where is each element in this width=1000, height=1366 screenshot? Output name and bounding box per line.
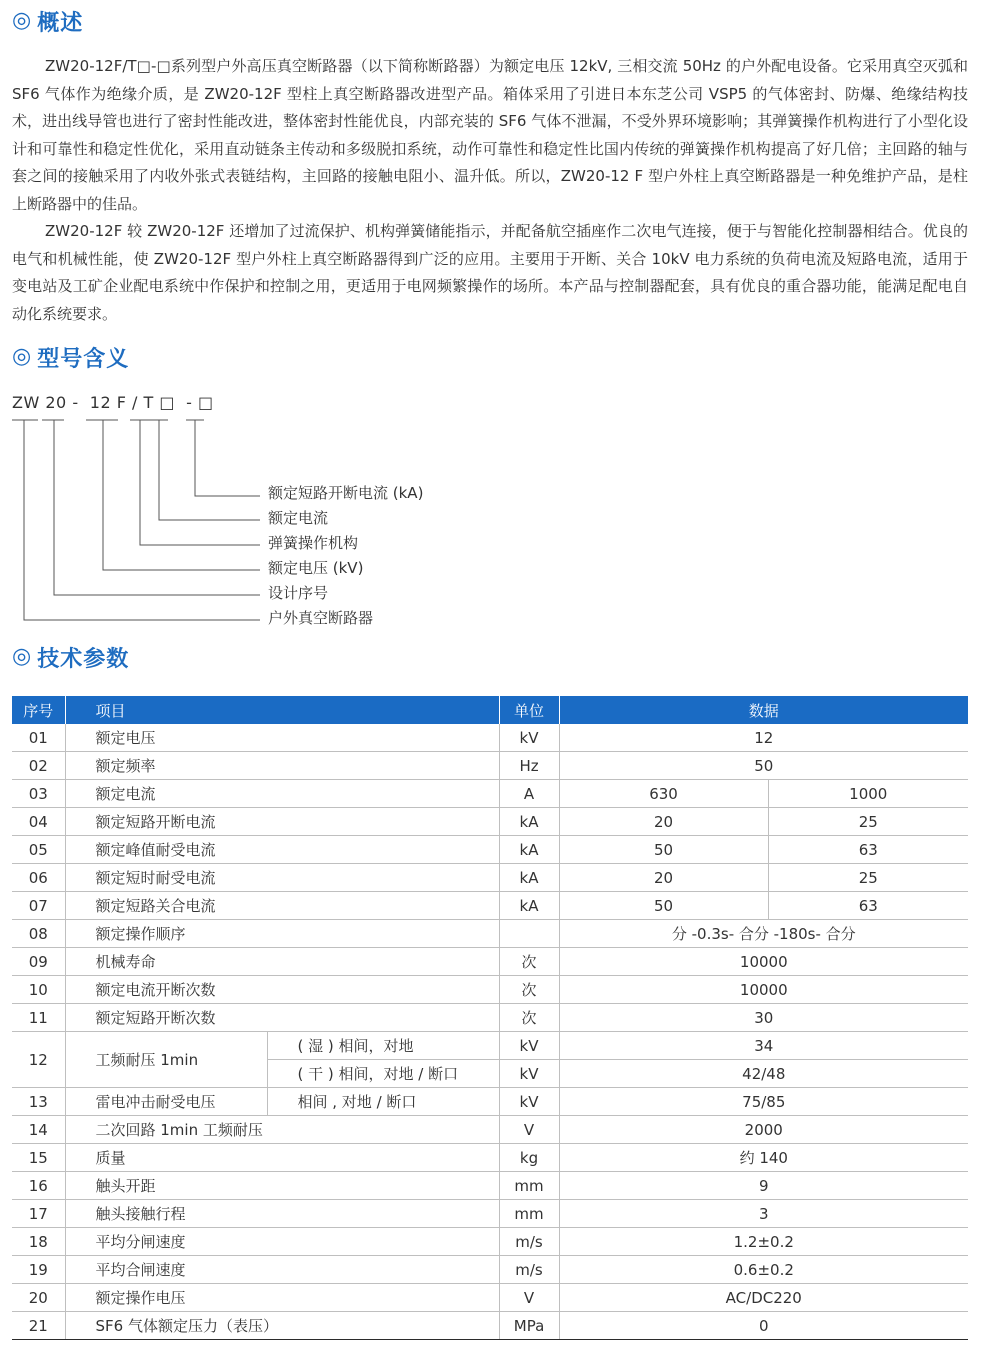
row-no: 16 [12,1172,65,1200]
row-item: 额定短时耐受电流 [65,864,499,892]
row-item: 雷电冲击耐受电压 [65,1088,267,1116]
table-row [12,1116,968,1144]
overview-paragraph-1: ZW20-12F/T□-□系列型户外高压真空断路器（以下简称断路器）为额定电压 12kV, 三相交流 50Hz 的户外配电设备。它采用真空灭弧和 SF6 气体作为绝缘介质，是 ZW20-12F 型柱上真空断路器改进型产品。箱体采用了引进日本东芝公司 VSP5 的气体密封、防爆、绝缘结构技术，进出线导管也进行了密封性能改进，整体密封性能优良，内部充装的 SF6 气体不泄漏，不受外界环境影响；其弹簧操作机构进行了小型化设计和可靠性和稳定性优化，采用直动链条主传动和多级脱扣系统，动作可靠性和稳定性比国内传统的弹簧操作机构提高了好几倍；主回路的轴与套之间的接触采用了内收外张式表链结构，主回路的接触电阻小、温升低。所以，ZW20-12 F 型户外柱上真空断路器是一种免维护产品，是柱上断路器中的佳品。 [12,57,968,213]
header-data: 数据 [559,696,968,724]
row-unit: 次 [499,1004,559,1032]
row-unit: m/s [499,1228,559,1256]
row-item: 平均分闸速度 [65,1228,499,1256]
row-unit: 次 [499,976,559,1004]
row-no: 06 [12,864,65,892]
row-item: 额定操作顺序 [65,920,499,948]
row-item: 平均合闸速度 [65,1256,499,1284]
row-no: 01 [12,724,65,752]
table-row [12,1088,968,1116]
row-item: 额定电流开断次数 [65,976,499,1004]
row-no: 03 [12,780,65,808]
table-row [12,1284,968,1312]
row-subitem-dry: ( 干 ) 相间，对地 / 断口 [267,1060,499,1088]
row-no: 13 [12,1088,65,1116]
row-item: 工频耐压 1min [65,1032,267,1088]
row-data-1000a: 1000 [768,780,968,808]
table-header-row [12,696,968,724]
row-data-630a: 630 [559,780,768,808]
table-row [12,808,968,836]
row-unit: kg [499,1144,559,1172]
table-row [12,1032,968,1060]
row-data-630a: 20 [559,864,768,892]
ring-bullet-icon: ◎ [12,644,32,669]
row-item: SF6 气体额定压力（表压） [65,1312,499,1340]
table-row [12,1228,968,1256]
row-unit: kV [499,1060,559,1088]
row-unit: kA [499,892,559,920]
table-row [12,948,968,976]
row-data: 10000 [559,948,968,976]
header-item: 项目 [65,696,499,724]
model-legend-lines [0,0,1000,640]
row-item: 额定峰值耐受电流 [65,836,499,864]
table-row [12,920,968,948]
row-unit: kV [499,724,559,752]
row-unit [499,920,559,948]
overview-title: 概述 [37,10,84,36]
row-item: 额定频率 [65,752,499,780]
table-row [12,724,968,752]
row-unit: V [499,1284,559,1312]
row-unit: mm [499,1172,559,1200]
row-data-630a: 50 [559,892,768,920]
legend-rated-short-circuit-breaking-current: 额定短路开断电流 (kA) [268,484,424,502]
table-row [12,1256,968,1284]
row-data: 分 -0.3s- 合分 -180s- 合分 [559,920,968,948]
row-no: 21 [12,1312,65,1340]
row-unit: V [499,1116,559,1144]
table-row [12,780,968,808]
row-unit: kA [499,808,559,836]
legend-spring-mechanism: 弹簧操作机构 [268,534,359,552]
row-data: 1.2±0.2 [559,1228,968,1256]
row-no: 18 [12,1228,65,1256]
row-item: 额定操作电压 [65,1284,499,1312]
row-data-1000a: 25 [768,808,968,836]
row-no: 15 [12,1144,65,1172]
row-no: 09 [12,948,65,976]
spec-table [12,696,968,1340]
row-data-1000a: 63 [768,836,968,864]
ring-bullet-icon: ◎ [12,344,32,369]
row-data: 50 [559,752,968,780]
table-row [12,1200,968,1228]
table-row [12,976,968,1004]
row-data: 34 [559,1032,968,1060]
table-row [12,892,968,920]
row-item: 额定短路开断次数 [65,1004,499,1032]
row-no: 05 [12,836,65,864]
row-no: 20 [12,1284,65,1312]
legend-outdoor-vacuum-breaker: 户外真空断路器 [268,609,374,627]
row-data: 12 [559,724,968,752]
table-row [12,752,968,780]
row-data-630a: 20 [559,808,768,836]
row-unit: MPa [499,1312,559,1340]
row-data: 42/48 [559,1060,968,1088]
row-data-1000a: 25 [768,864,968,892]
row-item: 质量 [65,1144,499,1172]
tech-heading [12,642,129,672]
row-no: 07 [12,892,65,920]
row-unit: kA [499,836,559,864]
table-row [12,1144,968,1172]
row-unit: kA [499,864,559,892]
row-data: 10000 [559,976,968,1004]
legend-rated-voltage: 额定电压 (kV) [268,559,364,577]
row-no: 04 [12,808,65,836]
legend-design-number: 设计序号 [268,584,329,602]
row-unit: m/s [499,1256,559,1284]
row-subitem: 相间 , 对地 / 断口 [267,1088,499,1116]
row-no: 14 [12,1116,65,1144]
row-data: AC/DC220 [559,1284,968,1312]
header-no: 序号 [12,696,65,724]
row-data: 2000 [559,1116,968,1144]
row-item: 触头开距 [65,1172,499,1200]
row-item: 机械寿命 [65,948,499,976]
row-item: 触头接触行程 [65,1200,499,1228]
row-no: 17 [12,1200,65,1228]
row-item: 额定短路开断电流 [65,808,499,836]
row-data-630a: 50 [559,836,768,864]
row-subitem-wet: ( 湿 ) 相间，对地 [267,1032,499,1060]
table-row [12,836,968,864]
row-data: 9 [559,1172,968,1200]
row-data: 0 [559,1312,968,1340]
model-title: 型号含义 [37,346,130,372]
row-item: 额定电流 [65,780,499,808]
row-unit: kV [499,1032,559,1060]
row-no: 08 [12,920,65,948]
row-item: 额定短路关合电流 [65,892,499,920]
table-row [12,1312,968,1340]
row-data: 75/85 [559,1088,968,1116]
table-row [12,1172,968,1200]
row-item: 额定电压 [65,724,499,752]
row-unit: A [499,780,559,808]
row-data: 30 [559,1004,968,1032]
row-data: 3 [559,1200,968,1228]
row-no: 12 [12,1032,65,1088]
row-unit: Hz [499,752,559,780]
row-unit: kV [499,1088,559,1116]
table-row [12,1004,968,1032]
row-item: 二次回路 1min 工频耐压 [65,1116,499,1144]
row-unit: mm [499,1200,559,1228]
row-data: 约 140 [559,1144,968,1172]
row-no: 02 [12,752,65,780]
model-code: ZW 20 - 12 F / T □ - □ [12,393,214,412]
row-unit: 次 [499,948,559,976]
row-data-1000a: 63 [768,892,968,920]
overview-paragraph-2: ZW20-12F 较 ZW20-12F 还增加了过流保护、机构弹簧储能指示，并配备航空插座作二次电气连接，便于与智能化控制器相结合。优良的电气和机械性能，使 ZW20-12F 型户外柱上真空断路器得到广泛的应用。主要用于开断、关合 10kV 电力系统的负荷电流及短路电流，适用于变电站及工矿企业配电系统中作保护和控制之用，更适用于电网频繁操作的场所。本产品与控制器配套，具有优良的重合器功能，能满足配电自动化系统要求。 [12,222,968,323]
tech-title: 技术参数 [37,646,130,672]
row-no: 19 [12,1256,65,1284]
legend-rated-current: 额定电流 [268,509,329,527]
row-no: 10 [12,976,65,1004]
row-data: 0.6±0.2 [559,1256,968,1284]
ring-bullet-icon: ◎ [12,8,32,33]
header-unit: 单位 [499,696,559,724]
table-row [12,864,968,892]
row-no: 11 [12,1004,65,1032]
